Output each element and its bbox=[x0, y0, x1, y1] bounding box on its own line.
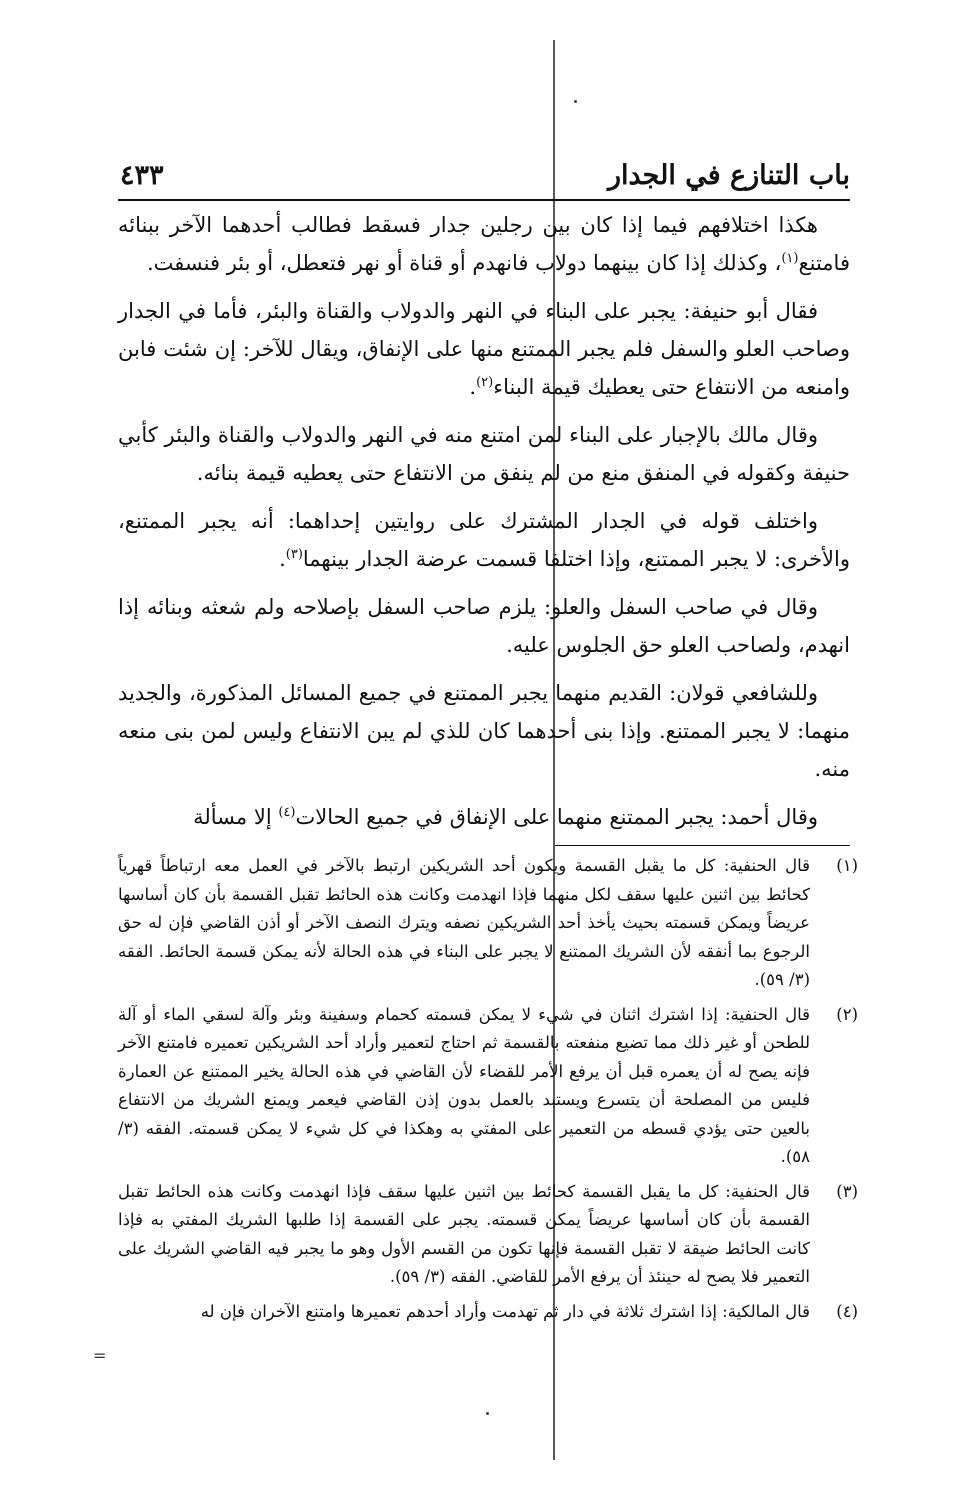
paragraph-text: وقال في صاحب السفل والعلو: يلزم صاحب السفل بإصلاحه ولم شعثه وبنائه إذا انهدم، ولصاحب العلو حق الجلوس عليه. bbox=[118, 595, 850, 657]
footnote bbox=[118, 852, 858, 995]
footnote-ref: (٢) bbox=[476, 375, 494, 390]
footnote-text: قال الحنفية: كل ما يقبل القسمة كحائط بين اثنين عليها سقف فإذا انهدمت وكانت هذه الحائط تقبل القسمة بأن كان أساسها عريضاً يمكن قسمته. يجبر على القسمة إذا طلبها الشريك المفتي به فإذا كانت الحائط ضيقة لا تقبل القسمة فإنها تكون من القسم الأول وهو ما يجبر فيه القاضي الشريك على التعمير فلا يصح له حينئذ أن يرفع الأمر للقاضي. الفقه (٣/ ٥٩). bbox=[118, 1181, 810, 1286]
footnote-text: قال المالكية: إذا اشترك ثلاثة في دار ثم تهدمت وأراد أحدهم تعميرها وامتنع الآخران فإن له bbox=[200, 1301, 810, 1321]
scan-speck bbox=[486, 1412, 489, 1415]
paragraph-tail: ، وكذلك إذا كان بينهما دولاب فانهدم أو قناة أو نهر فتعطل، أو بئر فنسفت. bbox=[146, 251, 782, 275]
paragraph bbox=[118, 674, 850, 788]
paragraph-text: وقال مالك بالإجبار على البناء لمن امتنع منه في النهر والدولاب والقناة والبئر كأبي حنيفة وكقوله في المنفق منع من لم ينفق من الانتفاع حتى يعطيه قيمة بنائه. bbox=[118, 423, 850, 485]
paragraph-text: واختلف قوله في الجدار المشترك على روايتين إحداهما: أنه يجبر الممتنع، والأخرى: لا يجبر الممتنع، وإذا اختلفا قسمت عرضة الجدار بينهما bbox=[118, 509, 850, 571]
paragraph bbox=[118, 206, 850, 282]
footnote bbox=[118, 1298, 858, 1327]
paragraph-tail: . bbox=[279, 547, 286, 571]
paragraph bbox=[118, 292, 850, 406]
paragraph bbox=[118, 502, 850, 578]
footnote-number: (٣) bbox=[836, 1181, 858, 1201]
paragraph bbox=[118, 588, 850, 664]
footnote bbox=[118, 1178, 858, 1292]
footnote-ref: (٤) bbox=[278, 805, 296, 820]
paragraph-tail: إلا مسألة bbox=[193, 805, 279, 829]
footnote-ref: (١) bbox=[781, 251, 799, 266]
footnote-number: (١) bbox=[836, 856, 858, 875]
footnote-text: قال الحنفية: إذا اشترك اثنان في شيء لا يمكن قسمته كحمام وسفينة وبئر وآلة لسقي الماء أو آلة للطحن أو غير ذلك مما تضيع منفعته بالقسمة ثم احتاج لتعمير وأراد أحد الشريكين تعميره فامتنع الآخر فإنه يصح له أن يعمره قبل أن يرفع الأمر للقضاء لأن القاضي في هذه الحالة يخير الممتنع عن العمارة فليس من المصلحة أن يتسرع ويستبد بالعمل بدون إذن القاضي فيعمر ويمنع الشريك من الانتفاع بالعين حتى يؤدي قسطه من التعمير على المفتي به وهكذا في كل شيء لا يمكن قسمته. الفقه (٣/ ٥٨). bbox=[118, 1004, 810, 1166]
running-title: باب التنازع في الجدار bbox=[607, 160, 850, 191]
footnote bbox=[118, 1001, 858, 1172]
main-text bbox=[118, 206, 850, 846]
paragraph bbox=[118, 416, 850, 492]
scan-speck bbox=[574, 100, 577, 103]
paragraph-text: وقال أحمد: يجبر الممتنع منهما على الإنفاق في جميع الحالات bbox=[295, 805, 818, 829]
continuation-mark: = bbox=[93, 1346, 107, 1365]
footnote-number: (٤) bbox=[836, 1301, 858, 1321]
footnotes bbox=[118, 852, 858, 1332]
paragraph bbox=[118, 798, 850, 836]
paragraph-text: وللشافعي قولان: القديم منهما يجبر الممتنع في جميع المسائل المذكورة، والجديد منهما: لا يجبر الممتنع. وإذا بنى أحدهما كان للذي لم يبن الانتفاع وليس لمن بنى منعه منه. bbox=[118, 681, 850, 781]
footnote-ref: (٣) bbox=[285, 547, 303, 562]
footnote-number: (٢) bbox=[836, 1004, 858, 1024]
footnote-text: قال الحنفية: كل ما يقبل القسمة ويكون أحد الشريكين ارتبط بالآخر في العمل معه ارتباطاً قهرياً كحائط بين اثنين عليها سقف لكل منهما فإذا انهدمت وكانت هذه الحائط تقبل القسمة بأن كان أساسها عريضاً ويمكن قسمته بحيث يأخذ أحد الشريكين نصفه ويترك النصف الآخر أو أذن القاضي فإن له حق الرجوع بما أنفقه لأن الشريك الممتنع لا يجبر على البناء في هذه الحالة لأنه يمكن قسمة الحائط. الفقه (٣/ ٥٩). bbox=[118, 856, 810, 989]
paragraph-text: فقال أبو حنيفة: يجبر على البناء في النهر والدولاب والقناة والبئر، فأما في الجدار وصاحب العلو والسفل فلم يجبر الممتنع منها على الإنفاق، ويقال للآخر: إن شئت فابن وامنعه من الانتفاع حتى يعطيك قيمة البناء bbox=[118, 299, 850, 399]
page-header bbox=[118, 160, 850, 200]
paragraph-text: هكذا اختلافهم فيما إذا كان بين رجلين جدار فسقط فطالب أحدهما الآخر ببنائه فامتنع bbox=[118, 213, 850, 275]
footnote-separator bbox=[555, 845, 850, 846]
header-rule bbox=[118, 199, 850, 201]
paragraph-tail: . bbox=[469, 375, 477, 399]
page-number: ٤٣٣ bbox=[120, 160, 164, 191]
